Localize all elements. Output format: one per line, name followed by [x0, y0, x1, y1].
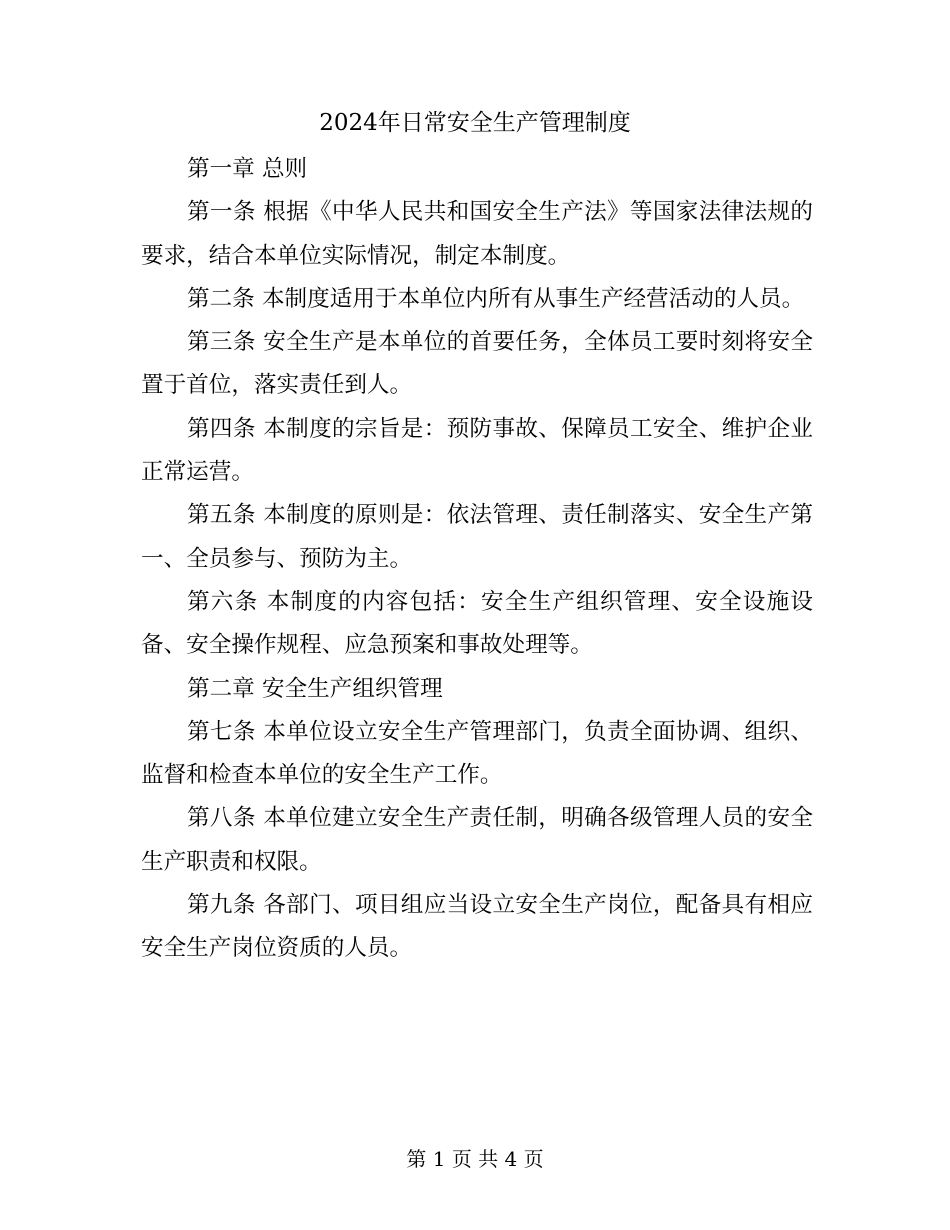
document-title: 2024年日常安全生产管理制度	[319, 110, 631, 136]
document-body	[141, 148, 813, 971]
article-paragraph: 第二条 本制度适用于本单位内所有从事生产经营活动的人员。	[187, 285, 805, 312]
article-paragraph: 第三条 安全生产是本单位的首要任务，全体员工要时刻将安全置于首位，落实责任到人。	[141, 329, 813, 399]
article-paragraph: 第八条 本单位建立安全生产责任制，明确各级管理人员的安全生产职责和权限。	[141, 805, 813, 875]
page-footer: 第 1 页 共 4 页	[406, 1147, 544, 1171]
article-paragraph: 第五条 本制度的原则是：依法管理、责任制落实、安全生产第一、全员参与、预防为主。	[141, 502, 813, 572]
article-paragraph: 第九条 各部门、项目组应当设立安全生产岗位，配备具有相应安全生产岗位资质的人员。	[141, 892, 813, 962]
chapter-heading: 第一章 总则	[187, 156, 308, 182]
article-paragraph: 第七条 本单位设立安全生产管理部门，负责全面协调、组织、监督和检查本单位的安全生产工作。	[141, 718, 813, 789]
article-paragraph: 第一条 根据《中华人民共和国安全生产法》等国家法律法规的要求，结合本单位实际情况，制定本制度。	[141, 199, 813, 269]
chapter-heading: 第二章 安全生产组织管理	[187, 675, 443, 702]
article-paragraph: 第四条 本制度的宗旨是：预防事故、保障员工安全、维护企业正常运营。	[141, 415, 813, 486]
article-paragraph: 第六条 本制度的内容包括：安全生产组织管理、安全设施设备、安全操作规程、应急预案和事故处理等。	[141, 588, 813, 659]
